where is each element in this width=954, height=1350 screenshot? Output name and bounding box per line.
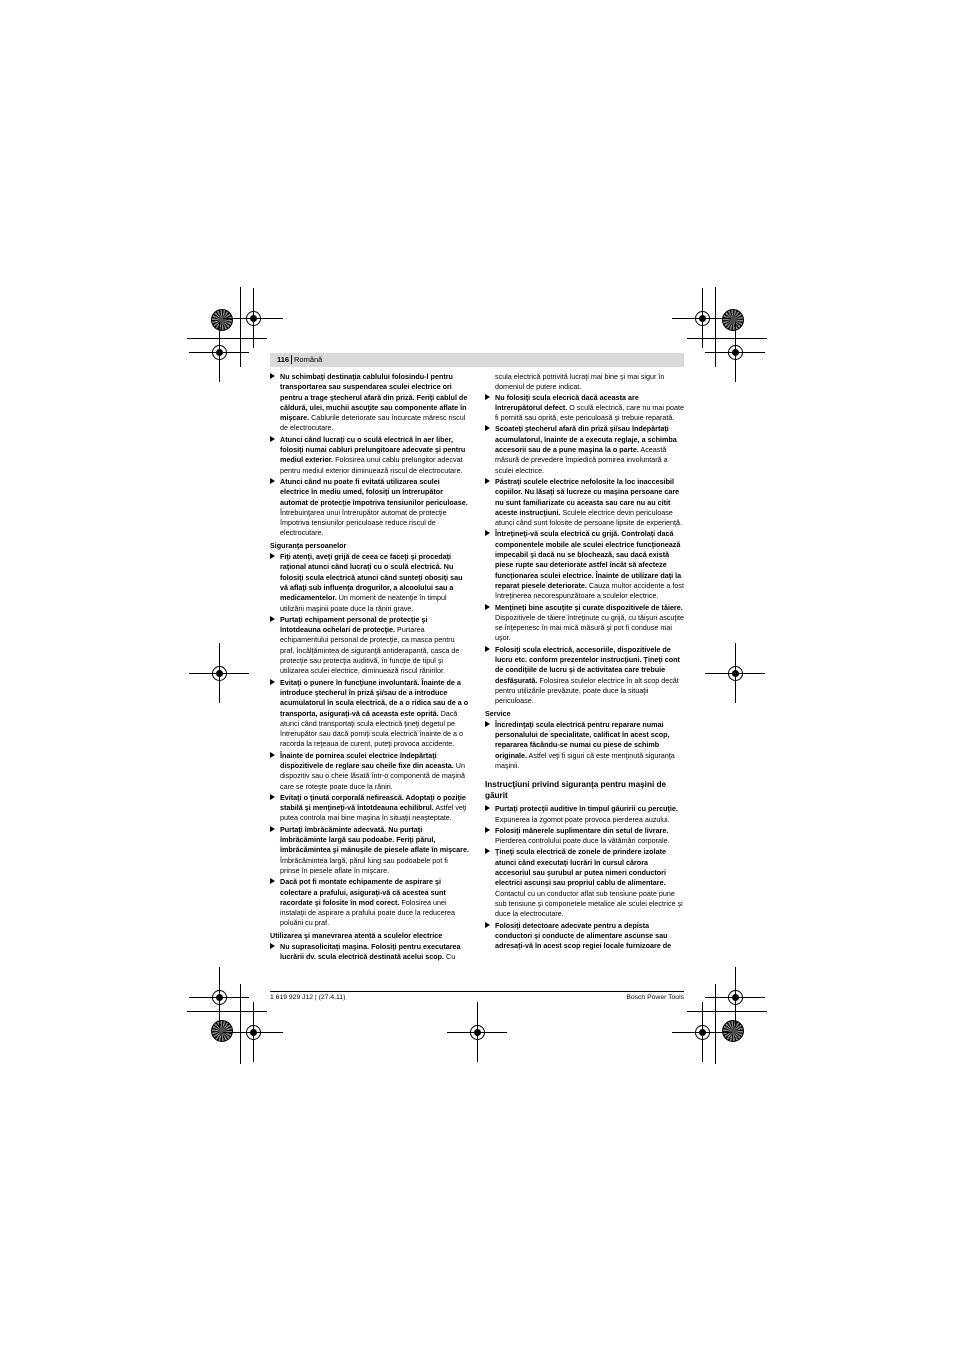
list-item — [485, 529, 684, 601]
page-number: 116 — [277, 355, 290, 364]
list-item-text: Contactul cu un conductor aflat sub tensiune poate pune sub tensiune şi componetele metalice ale sculei electrice şi duce la electrocutare. — [495, 888, 683, 919]
page-header-bar — [270, 353, 684, 367]
trim-line — [715, 984, 716, 1064]
list-item — [270, 825, 469, 876]
list-item-text: Cauza multor accidente a fost întreţinerea necorespunzătoare a sculelor electrice. — [495, 580, 684, 601]
trim-line — [187, 1011, 267, 1012]
list-item-text: Îmbrăcămintea largă, părul lung sau podoabele pot fi prinse în piesele aflate în mişcare. — [280, 855, 448, 875]
list-item-text: Cablurile deteriorate sau încurcate măresc riscul de electrocutare. — [280, 413, 466, 433]
list-personal — [270, 552, 469, 929]
list-item — [485, 645, 684, 707]
list-item-bold-text: Nu suprasolicitaţi maşina. Folosiţi pentru executarea lucrării dv. scula electrică destinată acelui scop. — [280, 942, 461, 962]
list-item-bold-text: Purtaţi protecţii auditive în timpul găuririi cu percuţie. — [495, 804, 678, 814]
list-item-bold-text: Ţineţi scula electrică de zonele de prindere izolate atunci când executaţi lucrări în cursul cărora accesoriul sau şurubul ar putea nimeri conductori electrici ascunşi sau propriul cablu de alimentare. — [495, 847, 666, 888]
list-item — [270, 372, 469, 434]
list-item — [270, 751, 469, 792]
list-item-text: Un moment de neatenţie în timpul utilizării maşinii poate duce la răniri grave. — [280, 593, 447, 613]
list-item — [270, 793, 469, 824]
list-use — [270, 942, 469, 963]
list-item-bold-text: Purtaţi echipament personal de protecţie şi întotdeauna ochelari de protecţie. — [280, 614, 428, 635]
list-item-bold-text: Evitaţi o ţinută corporală nefirească. Adoptaţi o poziţie stabilă şi menţineţi-vă întotdeauna echilibrul. — [280, 792, 466, 813]
bullet-triangle-icon — [485, 425, 490, 431]
trim-line — [715, 287, 716, 367]
list-item-bold-text: Folosiţi detectoare adecvate pentru a depista conductori şi conducte de alimentare ascunse sau adresaţi-vă în acest scop regiei locale furnizoare de — [495, 920, 672, 951]
language-label: Română — [294, 355, 323, 364]
bullet-triangle-icon — [485, 848, 490, 854]
right-column — [485, 372, 684, 952]
list-item-bold-text: Atunci când nu poate fi evitată utilizarea sculei electrice în mediu umed, folosiţi un întrerupător automat de protecţie împotriva tensiunilor periculoase. — [280, 476, 468, 507]
list-item-bold-text: Folosiţi mânerele suplimentare din setul de livrare. — [495, 825, 669, 835]
bullet-triangle-icon — [270, 478, 275, 484]
continuation-text: scula electrică potrivită lucraţi mai bine şi mai sigur în domeniul de putere indicat. — [495, 372, 665, 392]
list-item-text: Folosirea unei instalaţii de aspirare a prafului poate duce la reducerea poluării cu praf. — [280, 897, 456, 928]
trim-line — [687, 1011, 767, 1012]
list-use-cont — [485, 393, 684, 707]
bullet-triangle-icon — [485, 827, 490, 833]
list-item-bold-text: Folosiţi scula electrică, accesoriile, dispozitivele de lucru etc. conform prezentelor instrucţiuni. Ţineţi cont de condiţiile de lucru şi de activitatea care trebuie desfăşurată. — [495, 644, 680, 685]
bullet-triangle-icon — [485, 394, 490, 400]
bullet-triangle-icon — [270, 553, 275, 559]
list-item — [485, 826, 684, 847]
list-item-text: Purtarea echipamentului personal de protecţie, ca masca pentru praf, încălţămintea de siguranţă antiderapantă, casca de protecţie sau protecţia auditivă, în funcţie de tipul şi utilizarea sculei electrice, diminuează riscul rănirilor. — [280, 625, 460, 676]
list-top — [270, 372, 469, 539]
bullet-triangle-icon — [485, 604, 490, 610]
list-item-text: Această măsură de prevedere împiedică pornirea involuntară a sculei electrice. — [495, 445, 668, 475]
list-item — [270, 942, 469, 963]
bullet-triangle-icon — [270, 826, 275, 832]
bullet-triangle-icon — [485, 721, 490, 727]
bullet-triangle-icon — [270, 679, 275, 685]
list-item — [270, 477, 469, 539]
list-item — [270, 678, 469, 750]
list-item-text: Cu — [444, 952, 456, 962]
list-item — [270, 552, 469, 614]
list-item — [485, 847, 684, 919]
bullet-triangle-icon — [270, 794, 275, 800]
trim-line — [240, 984, 241, 1064]
list-item — [485, 393, 684, 424]
list-item — [270, 435, 469, 476]
list-item-text: O sculă electrică, care nu mai poate fi pornită sau oprită, este periculoasă şi trebuie reparată. — [495, 402, 684, 423]
registration-rosette-top-right — [722, 309, 744, 331]
list-item-bold-text: Evitaţi o punere în funcţiune involuntară. Înainte de a introduce ştecherul în priză şi/sau de a introduce acumulatorul în scula electrică, de a o ridica sau de a o transporta, asiguraţi-vă că aceasta este oprită. — [280, 677, 469, 718]
list-item — [485, 804, 684, 825]
bullet-triangle-icon — [485, 922, 490, 928]
left-column — [270, 372, 469, 964]
bullet-triangle-icon — [270, 436, 275, 442]
list-item-text: Dispozitivele de tăiere întreţinute cu grijă, cu tăişuri ascuţite se înţepenesc în mai mică măsură şi pot fi conduse mai uşor. — [495, 612, 684, 643]
heading-drill-safety: Instrucţiuni privind siguranţa pentru maşini de găurit — [485, 780, 667, 801]
registration-rosette-bottom-right — [722, 1020, 744, 1042]
bullet-triangle-icon — [270, 752, 275, 758]
list-item-bold-text: Scoateţi ştecherul afară din priză şi/sau îndepărtaţi acumulatorul, înainte de a executa reglaje, a schimba accesorii sau de a pune maşina la o parte. — [495, 424, 677, 455]
footer-brand: Bosch Power Tools — [626, 994, 684, 1001]
list-item-bold-text: Atunci când lucraţi cu o sculă electrică în aer liber, folosiţi numai cabluri prelungitoare adecvate şi pentru mediul exterior. — [280, 434, 466, 465]
list-item-text: Astfel veţi putea controla mai bine maşina în situaţii neaşteptate. — [280, 803, 467, 823]
list-service — [485, 720, 684, 771]
list-item — [485, 424, 684, 475]
list-item-bold-text: Dacă pot fi montate echipamente de aspirare şi colectare a prafului, asiguraţi-vă că acestea sunt racordate şi folosite în mod corect. — [280, 877, 446, 907]
registration-rosette-top-left — [211, 309, 233, 331]
list-item — [485, 921, 684, 952]
list-item — [485, 477, 684, 528]
footer-rule — [270, 991, 684, 992]
bullet-triangle-icon — [270, 878, 275, 884]
list-item — [270, 877, 469, 928]
list-item-text: Expunerea la zgomot poate provoca pierderea auzului. — [495, 814, 670, 824]
list-item-bold-text: Nu schimbaţi destinaţia cablului folosindu-l pentru transportarea sau suspendarea sculei electrice ori pentru a trage ştecherul afară din priză. Feriţi cablul de căldură, ulei, muchii ascuţite sau componente aflate în mişcare. — [280, 372, 468, 423]
list-item-bold-text: Întreţineţi-vă scula electrică cu grijă. Controlaţi dacă componentele mobile ale sculei electrice funcţionează impecabil şi dacă nu se blochează, sau dacă există piese rupte sau deteriorate astfel încât să afecteze funcţionarea sculei electrice. Înainte de utilizare daţi la reparat piesele deteriorate. — [495, 529, 682, 590]
list-item — [485, 720, 684, 771]
list-item-bold-text: Păstraţi sculele electrice nefolosite la loc inaccesibil copiilor. Nu lăsaţi să lucreze cu maşina persoane care nu sunt familiarizate cu aceasta sau care nu au citit aceste instrucţiuni. — [495, 476, 680, 517]
list-item-text: Folosirea sculelor electrice în alt scop decât pentru utilizările prevăzute, poate duce la situaţii periculoase. — [495, 675, 679, 706]
bullet-triangle-icon — [270, 943, 275, 949]
list-item-bold-text: Fiţi atenţi, aveţi grijă de ceea ce faceţi şi procedaţi raţional atunci când lucraţi cu o sculă electrică. Nu folosiţi scula electrică atunci când sunteţi obosiţi sau vă aflaţi sub influenţa drogurilor, a alcoolului sau a medicamentelor. — [280, 552, 463, 603]
bullet-triangle-icon — [270, 616, 275, 622]
trim-line — [187, 338, 267, 339]
section-heading-tool-use: Utilizarea şi manevrarea atentă a sculelor electrice — [270, 930, 443, 940]
list-item — [485, 603, 684, 644]
list-item-text: Folosirea unui cablu prelungitor adecvat pentru mediul exterior diminuează riscul de electrocutare. — [280, 455, 463, 475]
list-item-bold-text: Înainte de pornirea sculei electrice îndepărtaţi dispozitivele de reglare sau cheile fixe din aceasta. — [280, 750, 454, 770]
list-item-text: Sculele electrice devin periculoase atunci când sunt folosite de persoane lipsite de experienţă. — [495, 507, 682, 528]
list-item-text: Dacă atunci când transportaţi scula electrică ţineţi degetul pe întrerupător sau dacă porniţi scula electrică înainte de a o racorda la reţeaua de curent, puteţi provoca accidente. — [280, 708, 463, 749]
list-item-bold-text: Menţineţi bine ascuţite şi curate dispozitivele de tăiere. — [495, 602, 683, 612]
bullet-triangle-icon — [485, 646, 490, 652]
list-item-text: Pierderea controlului poate duce la vătămări corporale. — [495, 836, 670, 846]
list-drill — [485, 804, 684, 951]
list-item-bold-text: Încredinţaţi scula electrică pentru reparare numai personalului de specialitate, calificat în acest scop, repararea făcându-se numai cu piese de schimb originale. — [495, 719, 670, 760]
list-item — [270, 615, 469, 677]
bullet-triangle-icon — [485, 805, 490, 811]
section-heading-personal-safety: Siguranţa persoanelor — [270, 540, 347, 550]
header-separator — [291, 355, 292, 364]
registration-rosette-bottom-left — [211, 1020, 233, 1042]
section-heading-service: Service — [485, 708, 511, 718]
bullet-triangle-icon — [270, 373, 275, 379]
bullet-triangle-icon — [485, 530, 490, 536]
list-item-bold-text: Purtaţi îmbrăcăminte adecvată. Nu purtaţi îmbrăcăminte largă sau podoabe. Feriţi părul, îmbrăcămintea şi mănuşile de piesele aflate în mişcare. — [280, 824, 469, 855]
trim-line — [687, 338, 767, 339]
list-item-text: Astfel veţi fi siguri că este menţinută siguranţa maşinii. — [495, 750, 675, 770]
bullet-triangle-icon — [485, 478, 490, 484]
trim-line — [240, 287, 241, 367]
list-item-text: Întrebuinţarea unui întrerupător automat de protecţie împotriva tensiunilor periculoase reduce riscul de electrocutare. — [280, 507, 447, 538]
list-item-text: Un dispozitiv sau o cheie lăsată într-o componentă de maşină care se roteşte poate duce la răniri. — [280, 760, 465, 791]
footer-doc-code: 1 619 929 J12 | (27.4.11) — [270, 994, 346, 1001]
list-item-bold-text: Nu folosiţi scula elecrică dacă aceasta are întrerupătorul defect. — [495, 392, 639, 412]
